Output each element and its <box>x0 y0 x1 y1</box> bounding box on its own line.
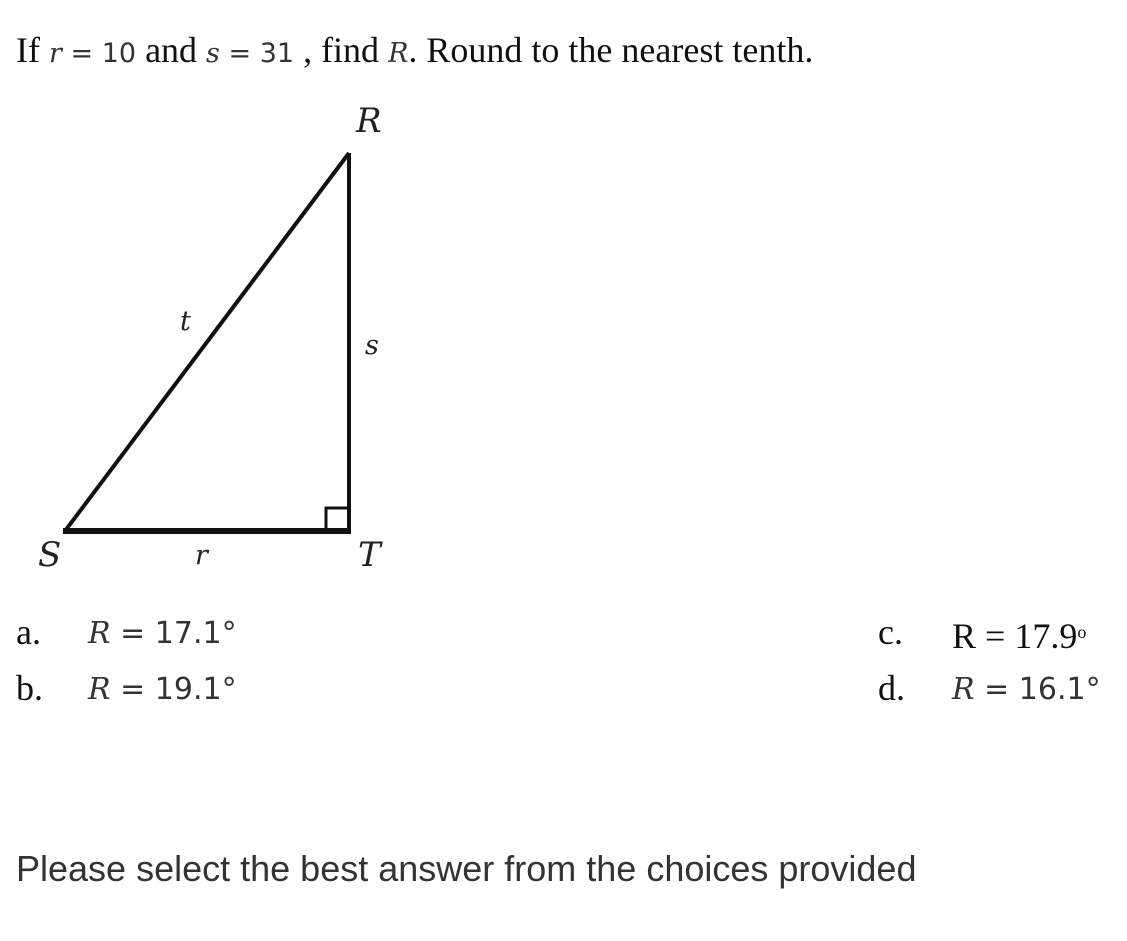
question-text <box>16 28 813 76</box>
choice-b-value: = 19.1° <box>110 672 237 707</box>
r-given <box>49 38 136 69</box>
choice-d-answer <box>952 670 1101 710</box>
s-value: = 31 <box>219 38 295 69</box>
choice-b-letter: b. <box>16 668 43 708</box>
side-t-label: t <box>180 306 191 337</box>
choice-d[interactable] <box>878 668 1118 712</box>
question-suffix: . Round to the nearest tenth. <box>408 30 814 70</box>
side-r-label: r <box>195 540 208 571</box>
triangle-diagram <box>30 96 400 586</box>
s-given <box>206 38 294 69</box>
right-triangle-figure <box>30 96 400 586</box>
vertex-S-label: S <box>38 535 62 575</box>
choice-a[interactable] <box>16 612 316 656</box>
choice-b-var: R <box>88 672 111 707</box>
choice-a-var: R <box>88 616 111 651</box>
choice-b[interactable] <box>16 668 316 712</box>
choice-b-answer <box>88 670 237 710</box>
choice-c[interactable] <box>878 612 1118 656</box>
instruction-text: Please select the best answer from the choices provided <box>16 848 917 889</box>
choice-a-answer <box>88 614 237 654</box>
choice-d-value: = 16.1° <box>974 672 1101 707</box>
s-variable: s <box>206 38 220 69</box>
R-variable: R <box>388 38 409 69</box>
choice-c-degree: o <box>1077 622 1087 642</box>
and-word: and <box>136 30 207 70</box>
find-word: , find <box>294 30 389 70</box>
R-target <box>388 38 408 69</box>
choice-a-value: = 17.1° <box>110 616 237 651</box>
choice-a-letter: a. <box>16 612 41 652</box>
side-s-label: s <box>365 330 379 361</box>
right-angle-marker <box>326 508 349 531</box>
hypotenuse-t <box>65 153 349 531</box>
vertex-T-label: T <box>358 535 381 575</box>
question-prefix: If <box>16 30 49 70</box>
r-variable: r <box>48 38 62 69</box>
choice-d-var: R <box>952 672 975 707</box>
choice-c-text: R = 17.9 <box>952 616 1078 656</box>
choice-d-letter: d. <box>878 668 905 708</box>
r-value: = 10 <box>61 38 137 69</box>
choice-c-answer <box>952 612 1086 656</box>
vertex-R-label: R <box>356 101 382 141</box>
choice-c-letter: c. <box>878 612 903 652</box>
